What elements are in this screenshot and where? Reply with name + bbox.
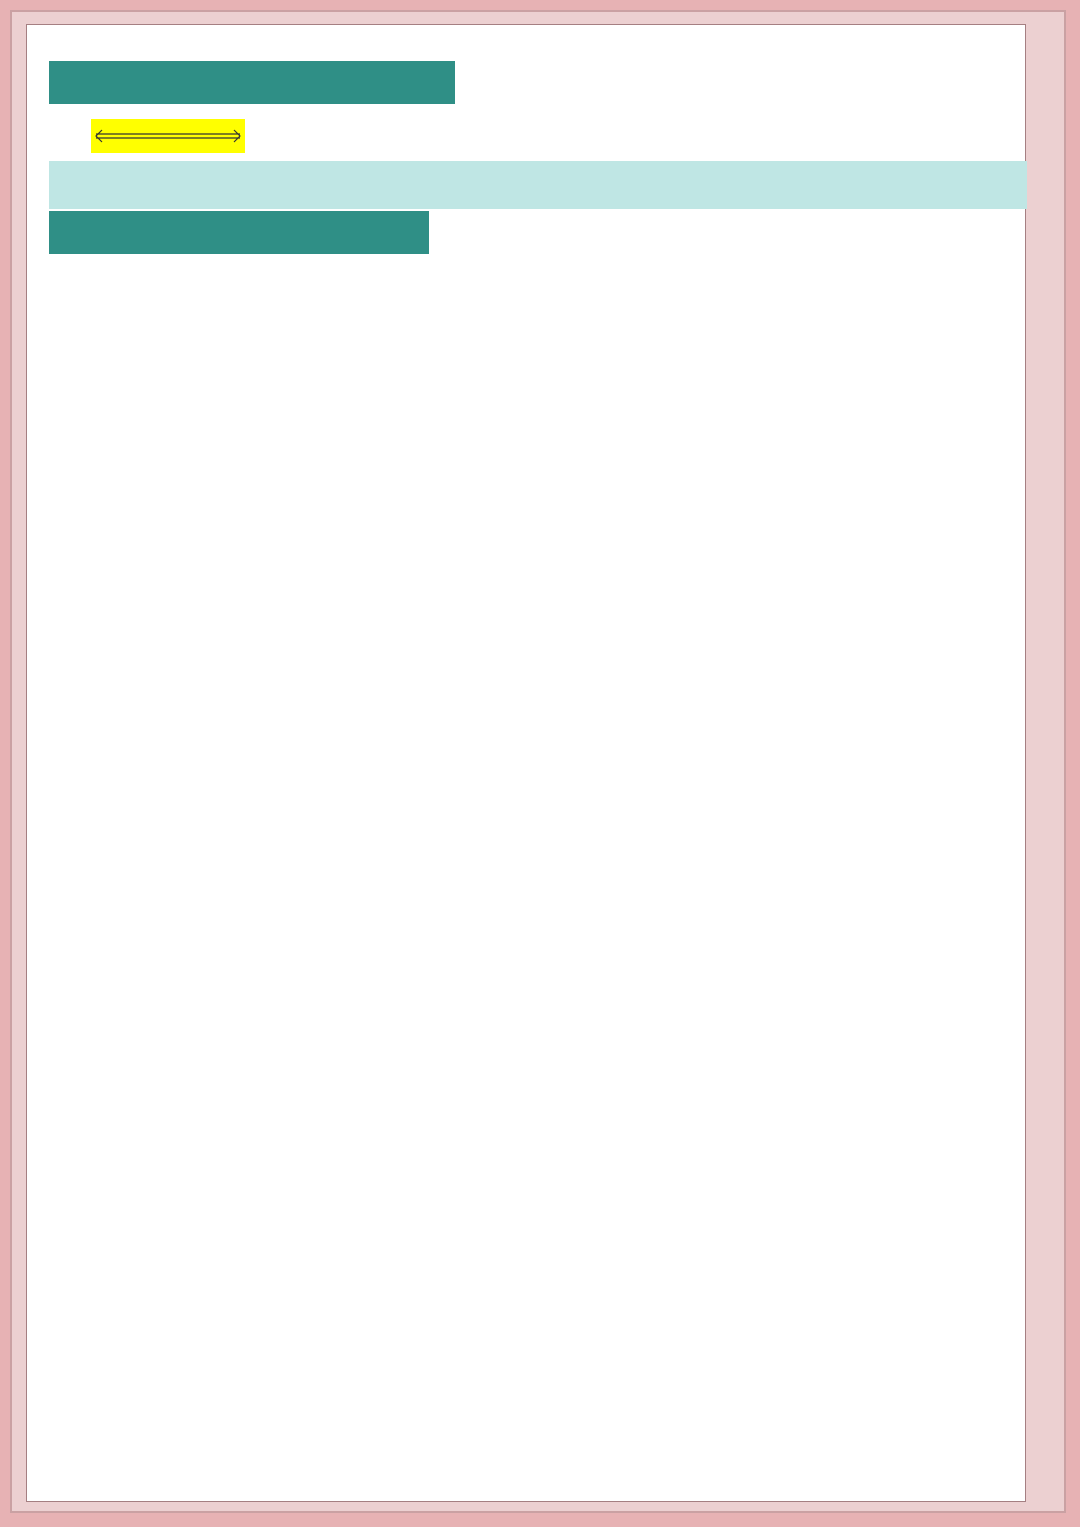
mnemonic-tip-row [49,115,1009,157]
document-page [26,24,1026,1502]
page-content [49,61,1009,269]
section-header-key-questions [49,61,455,104]
section-header-wrap [49,61,1009,109]
mnemonic-tip [91,119,245,153]
double-arrow-icon [94,119,242,153]
lesson-title [49,161,1027,209]
section-header-wrap-2 [49,211,1009,259]
section-header-core-points [49,211,429,254]
